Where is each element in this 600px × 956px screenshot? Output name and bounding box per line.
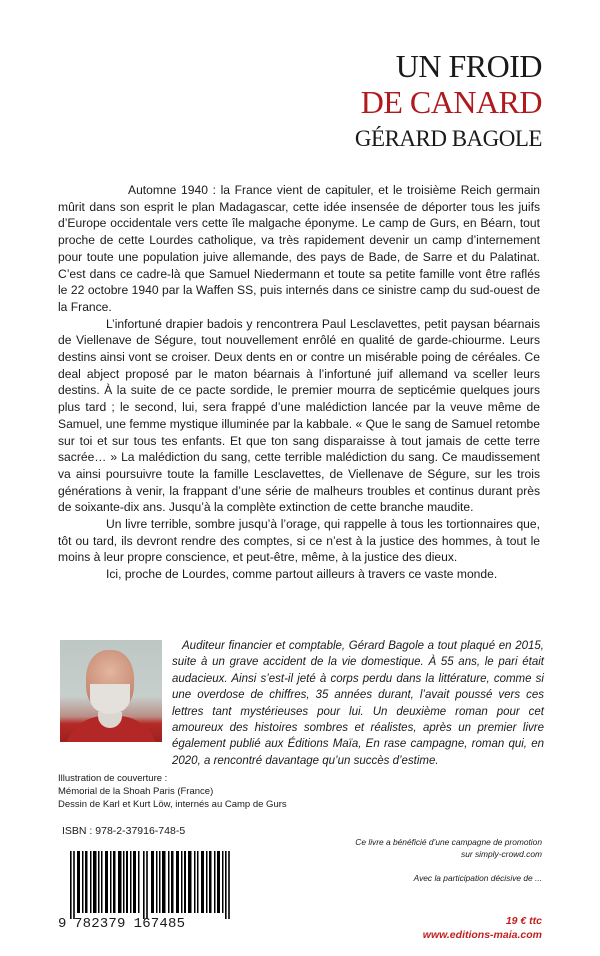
synopsis (58, 182, 540, 583)
author-bio (172, 638, 544, 769)
book-title-line-1: UN FROID (395, 48, 542, 84)
credits-line: Dessin de Karl et Kurt Löw, internés au Camp de Gurs (58, 798, 287, 810)
barcode-left-group: 782379 (74, 916, 126, 932)
publisher-website[interactable]: www.editions-maia.com (422, 929, 542, 941)
isbn: ISBN : 978-2-37916-748-5 (62, 825, 186, 837)
barcode-bars (70, 851, 230, 919)
barcode (58, 845, 234, 935)
promotion-spacer (355, 860, 542, 872)
synopsis-paragraph: Automne 1940 : la France vient de capituler, et le troisième Reich germain mûrit dans son esprit le plan Madagascar, cette idée insensée de déporter tous les juifs d’Europe occidentale vers cette île malgache éponyme. Le camp de Gurs, en Béarn, tout proche de cette Lourdes catholique, va très rapidement devenir un camp d’internement pour toute une population juive allemande, des pays de Bade, de Sarre et du Palatinat. C’est dans ce cadre-là que Samuel Niedermann et toute sa petite famille vont être raflés le 22 octobre 1940 par la Waffen SS, puis internés dans ce sinistre camp du sud-ouest de la France. (58, 183, 540, 314)
barcode-number (58, 916, 234, 932)
promotion-note (355, 836, 542, 884)
synopsis-paragraph: L’infortuné drapier badois y rencontrera Paul Lesclavettes, petit paysan béarnais de Viellenave de Ségure, tout nouvellement enrôlé en qualité de garde-chiourme. Leurs destins ainsi vont se croiser. Deux dents en or contre un misérable poing de céréales. Ce deal abject proposé par le maton béarnais à l’infortuné juif allemand va sceller leurs destins. À la suite de ce pacte sordide, le premier mourra de septicémie quelques jours plus tard ; le second, lui, sera frappé d’une malédiction lancée par la veuve même de Samuel, une femme mystique illuminée par la kabbale. « Que le sang de Samuel retombe sur toi et sur tous tes enfants. Et que ton sang disparaisse à tout jamais de cette terre sacrée… » La malédiction du sang, cette terrible malédiction du sang. Ce maudissement va ainsi poursuivre toute la famille Lesclavettes, de Viellenave de Ségure, sur les trois générations à venir, la frappant d’une série de malheurs troubles et continus durant près de soixante-dix ans. Jusqu’à la complète extinction de cette branche maudite. (58, 316, 540, 515)
author-photo (60, 640, 162, 742)
author-name: GÉRARD BAGOLE (354, 126, 542, 151)
credits-line: Illustration de couverture : (58, 773, 168, 784)
synopsis-paragraph: Un livre terrible, sombre jusqu’à l’orage, qui rappelle à tous les tortionnaires que, tôt ou tard, ils devront rendre des comptes, si ce n’est à la justice des hommes, à tout le moins à leur propre conscience, et peut-être, même, à la justice des dieux. (58, 517, 540, 565)
barcode-right-group: 167485 (133, 916, 186, 932)
author-bio-text: Auditeur financier et comptable, Gérard Bagole a tout plaqué en 2015, suite à un grave accident de la vie domestique. À 55 ans, le pari était audacieux. Ainsi s’est-il jeté à corps perdu dans la littérature, comme si une overdose de chiffres, 35 années durant, l’avait poussé vers ces lettres tant mystérieuses pour lui. Un deuxième roman pour cet amoureux des histoires sombres et réalistes, après un premier livre également publié aux Éditions Maïa, En rase campagne, roman qui, en 2020, a rencontré davantage qu’un succès d’estime. (172, 640, 544, 767)
cover-credits (58, 773, 318, 811)
credits-line: Mémorial de la Shoah Paris (France) (58, 785, 214, 797)
price-block (423, 914, 542, 942)
promotion-line: Avec la participation décisive de ... (413, 873, 542, 883)
author-photo-beard (90, 684, 130, 714)
barcode-first-digit: 9 (58, 916, 67, 932)
price: 19 € ttc (505, 915, 542, 927)
cover-title-block (355, 48, 542, 154)
promotion-link[interactable]: sur simply-crowd.com (461, 849, 542, 859)
synopsis-paragraph: Ici, proche de Lourdes, comme partout ailleurs à travers ce vaste monde. (106, 567, 498, 582)
promotion-line: Ce livre a bénéficié d’une campagne de promotion (355, 837, 542, 847)
book-title-line-2: DE CANARD (360, 84, 542, 120)
